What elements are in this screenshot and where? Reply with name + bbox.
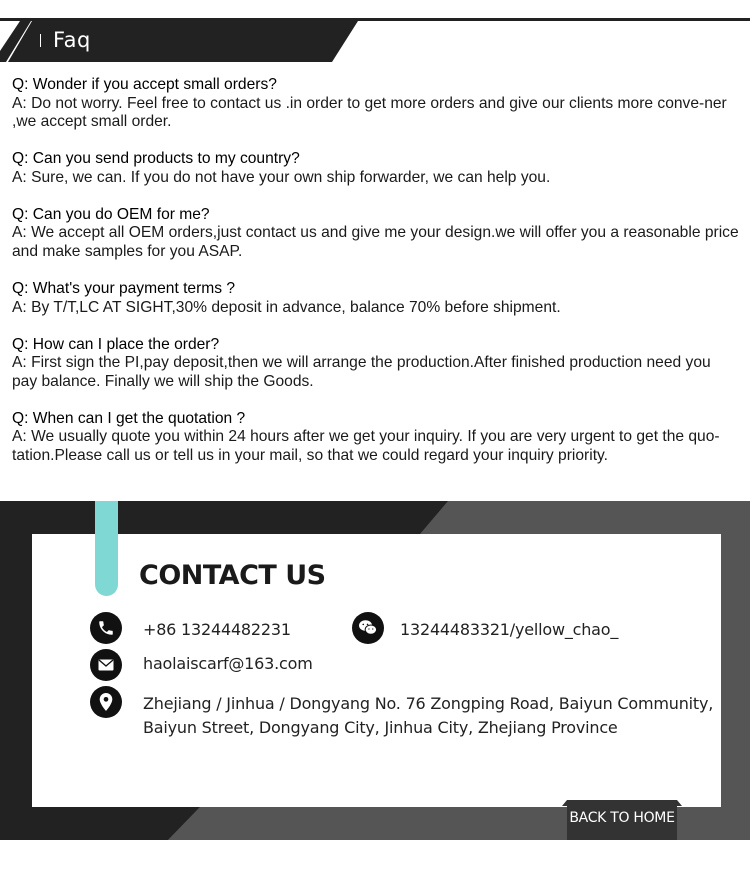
- faq-title-text: Faq: [53, 28, 91, 52]
- faq-list: [12, 76, 740, 484]
- faq-answer: A: Sure, we can. If you do not have your own ship forwarder, we can help you.: [12, 168, 551, 186]
- contact-phone[interactable]: +86 13244482231: [143, 620, 291, 639]
- faq-header: [0, 18, 750, 62]
- faq-answer: A: We usually quote you within 24 hours after we get your inquiry. If you are very urgent to get the quo-tation.Please call us or tell us in your mail, so that we could regard your inquiry priority.: [12, 428, 720, 464]
- contact-address-line2: Baiyun Street, Dongyang City, Jinhua City, Zhejiang Province: [143, 718, 618, 737]
- faq-item: [12, 410, 740, 466]
- back-to-home-label: BACK TO HOME: [569, 810, 675, 826]
- contact-title: CONTACT US: [139, 560, 326, 591]
- faq-item: [12, 280, 740, 317]
- contact-wechat[interactable]: 13244483321/yellow_chao_: [400, 620, 619, 639]
- contact-card: [32, 534, 721, 807]
- title-divider: [40, 34, 41, 47]
- faq-answer: A: By T/T,LC AT SIGHT,30% deposit in advance, balance 70% before shipment.: [12, 298, 561, 316]
- faq-question: Q: Can you do OEM for me?: [12, 205, 210, 223]
- back-to-home-button[interactable]: [562, 800, 682, 840]
- faq-item: [12, 206, 740, 262]
- contact-address-line1: Zhejiang / Jinhua / Dongyang No. 76 Zongping Road, Baiyun Community,: [143, 694, 714, 713]
- wechat-icon: [352, 612, 384, 644]
- faq-question: Q: When can I get the quotation ?: [12, 409, 246, 427]
- faq-item: [12, 150, 740, 187]
- contact-section: [0, 501, 750, 840]
- email-icon: [90, 649, 122, 681]
- faq-question: Q: What's your payment terms ?: [12, 279, 236, 297]
- teal-accent-tab: [95, 501, 118, 596]
- faq-answer: A: We accept all OEM orders,just contact us and give me your design.we will offer you a reasonable price and make samples for you ASAP.: [12, 224, 739, 260]
- faq-item: [12, 76, 740, 132]
- faq-question: Q: How can I place the order?: [12, 335, 220, 353]
- faq-answer: A: Do not worry. Feel free to contact us .in order to get more orders and give our clients more conve-ner ,we accept small order.: [12, 94, 727, 131]
- contact-email[interactable]: haolaiscarf@163.com: [143, 654, 313, 673]
- faq-question: Q: Can you send products to my country?: [12, 150, 300, 168]
- faq-answer: A: First sign the PI,pay deposit,then we will arrange the production.After finished production need you pay balance. Finally we will ship the Goods.: [12, 354, 711, 390]
- faq-question: Q: Wonder if you accept small orders?: [12, 76, 277, 93]
- phone-icon: [90, 612, 122, 644]
- faq-title: [40, 28, 91, 52]
- faq-item: [12, 336, 740, 392]
- location-icon: [90, 686, 122, 718]
- faq-header-banner: [0, 18, 750, 62]
